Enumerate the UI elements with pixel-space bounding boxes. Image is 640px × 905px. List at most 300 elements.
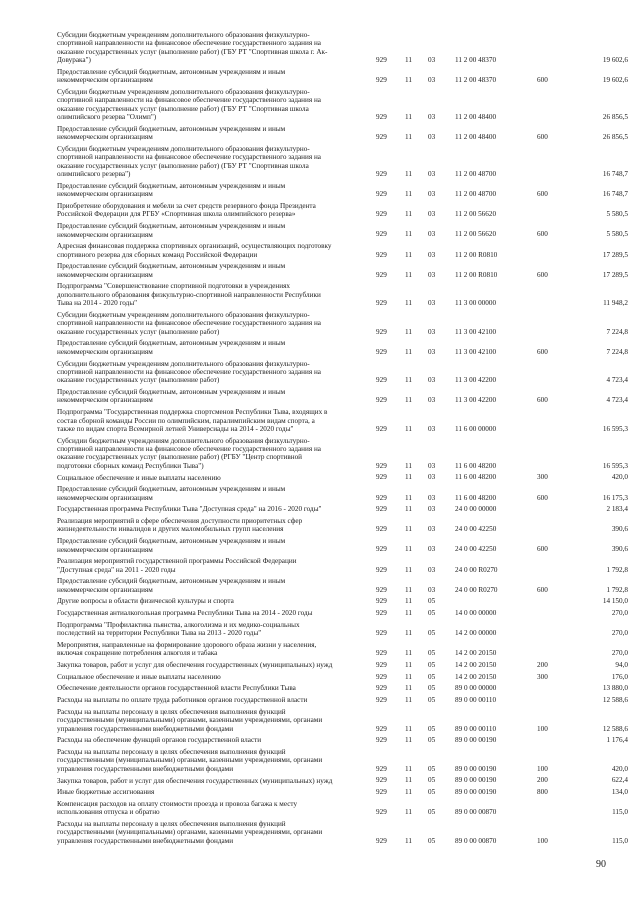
row-description bbox=[57, 88, 355, 122]
cell-csr: 14 2 00 20150 bbox=[455, 672, 497, 681]
description-line: Компенсация расходов на оплату стоимости проезда и провоза багажа к месту bbox=[57, 799, 298, 808]
budget-row bbox=[0, 145, 640, 179]
cell-pr: 03 bbox=[428, 545, 436, 554]
cell-rz: 11 bbox=[405, 696, 412, 705]
cell-sum: 1 792,8 bbox=[606, 585, 628, 594]
cell-ved: 929 bbox=[376, 424, 387, 433]
cell-ved: 929 bbox=[376, 327, 387, 336]
cell-ved: 929 bbox=[376, 376, 387, 385]
description-line: Расходы на выплаты персоналу в целях обеспечения выполнения функций bbox=[57, 707, 286, 716]
cell-rz: 11 bbox=[405, 776, 412, 785]
cell-vr: 600 bbox=[537, 493, 548, 502]
description-line: оказание государственных услуг (выполнение работ) bbox=[57, 327, 220, 336]
description-line: включая сокращение потребления алкоголя и табака bbox=[57, 649, 218, 658]
cell-sum: 26 856,5 bbox=[602, 113, 628, 122]
cell-sum: 270,0 bbox=[611, 609, 628, 618]
description-line: спортивной направленности на финансовое обеспечение государственного задания на bbox=[57, 445, 322, 453]
description-line: спортивной направленности на финансовое обеспечение государственного задания на bbox=[57, 39, 322, 48]
cell-sum: 5 580,5 bbox=[606, 230, 628, 239]
budget-row bbox=[0, 68, 640, 85]
cell-rz: 11 bbox=[405, 597, 412, 606]
cell-sum: 4 723,4 bbox=[606, 396, 628, 405]
cell-pr: 03 bbox=[428, 250, 436, 259]
row-description bbox=[57, 684, 355, 692]
cell-csr: 11 2 00 48400 bbox=[455, 133, 497, 142]
cell-sum: 176,0 bbox=[611, 672, 628, 681]
cell-rz: 11 bbox=[405, 113, 412, 122]
budget-row bbox=[0, 88, 640, 122]
cell-pr: 03 bbox=[428, 76, 436, 85]
cell-csr: 14 2 00 00000 bbox=[455, 629, 497, 638]
description-line: Расходы на выплаты персоналу в целях обеспечения выполнения функций bbox=[57, 820, 286, 828]
cell-pr: 03 bbox=[428, 56, 436, 65]
budget-row bbox=[0, 311, 640, 336]
cell-rz: 11 bbox=[405, 170, 412, 179]
description-line: олимпийского резерва") bbox=[57, 170, 131, 179]
cell-ved: 929 bbox=[376, 585, 387, 594]
row-description bbox=[57, 125, 355, 142]
cell-ved: 929 bbox=[376, 609, 387, 618]
cell-pr: 03 bbox=[428, 376, 436, 385]
cell-vr: 100 bbox=[537, 836, 548, 845]
description-line: управления государственными внебюджетными фондами bbox=[57, 836, 234, 845]
description-line: Предоставление субсидий бюджетным, автономным учреждениям и иным bbox=[57, 388, 286, 396]
description-line: олимпийского резерва "Олимп") bbox=[57, 113, 157, 122]
budget-row bbox=[0, 388, 640, 405]
cell-sum: 1 176,4 bbox=[606, 736, 628, 745]
cell-sum: 7 224,8 bbox=[606, 327, 628, 336]
cell-pr: 05 bbox=[428, 649, 436, 658]
cell-rz: 11 bbox=[405, 250, 412, 259]
cell-ved: 929 bbox=[376, 808, 387, 817]
description-line: Субсидии бюджетным учреждениям дополнительного образования физкультурно- bbox=[57, 31, 310, 39]
budget-row bbox=[0, 577, 640, 594]
description-line: Адресная финансовая поддержка спортивных организаций, осуществляющих подготовку bbox=[57, 242, 332, 251]
budget-row bbox=[0, 708, 640, 733]
cell-pr: 05 bbox=[428, 764, 436, 773]
cell-rz: 11 bbox=[405, 545, 412, 554]
cell-ved: 929 bbox=[376, 776, 387, 785]
cell-csr: 89 0 00 00190 bbox=[455, 736, 497, 745]
description-line: некоммерческим организациям bbox=[57, 133, 153, 142]
description-line: некоммерческим организациям bbox=[57, 230, 153, 239]
cell-sum: 390,6 bbox=[611, 545, 628, 554]
cell-sum: 16 595,3 bbox=[602, 461, 628, 470]
description-line: Социальное обеспечение и иные выплаты населению bbox=[57, 672, 221, 681]
description-line: спортивного резерва для сборных команд Российской Федерации bbox=[57, 250, 258, 259]
cell-sum: 17 289,5 bbox=[602, 270, 628, 279]
cell-rz: 11 bbox=[405, 788, 412, 797]
row-description bbox=[57, 282, 355, 307]
cell-csr: 89 0 00 00190 bbox=[455, 776, 497, 785]
description-line: Государственная программа Республики Тыва "Доступная среда" на 2016 - 2020 годы" bbox=[57, 505, 322, 514]
cell-rz: 11 bbox=[405, 736, 412, 745]
description-line: управления государственными внебюджетными фондами bbox=[57, 764, 234, 773]
row-description bbox=[57, 537, 355, 554]
description-line: оказание государственных услуг (выполнение работ) (ГБУ РТ "Спортивная школа bbox=[57, 161, 309, 170]
cell-rz: 11 bbox=[405, 649, 412, 658]
cell-rz: 11 bbox=[405, 461, 412, 470]
cell-rz: 11 bbox=[405, 565, 412, 574]
description-line: "Доступная среда" на 2011 - 2020 годы bbox=[57, 565, 176, 574]
cell-rz: 11 bbox=[405, 76, 412, 85]
cell-csr: 11 2 00 56620 bbox=[455, 230, 497, 239]
description-line: использования отпуска и обратно bbox=[57, 808, 160, 817]
row-description bbox=[57, 673, 355, 681]
cell-ved: 929 bbox=[376, 525, 387, 534]
cell-csr: 14 2 00 20150 bbox=[455, 660, 497, 669]
cell-sum: 420,0 bbox=[611, 473, 628, 482]
description-line: Реализация мероприятий государственной программы Российской Федерации bbox=[57, 557, 297, 566]
cell-sum: 115,0 bbox=[612, 836, 628, 845]
cell-rz: 11 bbox=[405, 609, 412, 618]
cell-vr: 600 bbox=[537, 396, 548, 405]
cell-vr: 200 bbox=[537, 776, 548, 785]
cell-ved: 929 bbox=[376, 113, 387, 122]
description-line: государственными (муниципальными) органами, казенными учреждениями, органами bbox=[57, 756, 323, 765]
budget-row bbox=[0, 684, 640, 692]
row-description bbox=[57, 408, 355, 433]
description-line: Субсидии бюджетным учреждениям дополнительного образования физкультурно- bbox=[57, 88, 310, 96]
cell-vr: 100 bbox=[537, 764, 548, 773]
cell-csr: 89 0 00 00110 bbox=[455, 724, 497, 733]
description-line: также по видам спорта Всемирной летней Универсиады на 2014 - 2020 годы" bbox=[57, 424, 294, 433]
cell-sum: 16 748,7 bbox=[602, 190, 628, 199]
cell-rz: 11 bbox=[405, 347, 412, 356]
description-line: Субсидии бюджетным учреждениям дополнительного образования физкультурно- bbox=[57, 145, 310, 153]
row-description bbox=[57, 339, 355, 356]
cell-csr: 11 2 00 R0810 bbox=[455, 270, 498, 279]
cell-ved: 929 bbox=[376, 56, 387, 65]
cell-vr: 600 bbox=[537, 133, 548, 142]
row-description bbox=[57, 777, 355, 785]
page-number: 90 bbox=[596, 859, 606, 870]
row-description bbox=[57, 609, 355, 617]
budget-row bbox=[0, 736, 640, 744]
description-line: некоммерческим организациям bbox=[57, 347, 153, 356]
description-line: Подпрограмма "Государственная поддержка спортсменов Республики Тыва, входящих в bbox=[57, 408, 328, 417]
cell-csr: 11 2 00 48370 bbox=[455, 76, 497, 85]
row-description bbox=[57, 597, 355, 605]
description-line: оказание государственных услуг (выполнение работ) (РГБУ "Центр спортивной bbox=[57, 453, 303, 462]
cell-ved: 929 bbox=[376, 270, 387, 279]
description-line: Мероприятия, направленные на формирование здорового образа жизни у населения, bbox=[57, 640, 317, 649]
description-line: состав сборной команды России по олимпийским, паралимпийским видам спорта, а bbox=[57, 416, 315, 425]
cell-ved: 929 bbox=[376, 250, 387, 259]
cell-csr: 89 0 00 00190 bbox=[455, 788, 497, 797]
budget-row bbox=[0, 820, 640, 845]
cell-csr: 11 2 00 48700 bbox=[455, 190, 497, 199]
cell-csr: 11 6 00 48200 bbox=[455, 493, 497, 502]
cell-pr: 05 bbox=[428, 788, 436, 797]
budget-row bbox=[0, 408, 640, 433]
cell-csr: 11 6 00 48200 bbox=[455, 473, 497, 482]
cell-csr: 11 3 00 42200 bbox=[455, 396, 497, 405]
cell-csr: 11 6 00 00000 bbox=[455, 424, 497, 433]
row-description bbox=[57, 474, 355, 482]
cell-sum: 134,0 bbox=[611, 788, 628, 797]
cell-pr: 03 bbox=[428, 270, 436, 279]
cell-rz: 11 bbox=[405, 56, 412, 65]
cell-csr: 24 0 00 R0270 bbox=[455, 585, 498, 594]
cell-pr: 03 bbox=[428, 493, 436, 502]
cell-csr: 11 2 00 48700 bbox=[455, 170, 497, 179]
budget-row bbox=[0, 182, 640, 199]
cell-pr: 05 bbox=[428, 609, 436, 618]
cell-ved: 929 bbox=[376, 170, 387, 179]
cell-vr: 600 bbox=[537, 545, 548, 554]
cell-ved: 929 bbox=[376, 545, 387, 554]
cell-ved: 929 bbox=[376, 230, 387, 239]
cell-sum: 13 880,0 bbox=[602, 684, 628, 693]
cell-csr: 11 2 00 56620 bbox=[455, 210, 497, 219]
row-description bbox=[57, 621, 355, 638]
row-description bbox=[57, 736, 355, 744]
description-line: Субсидии бюджетным учреждениям дополнительного образования физкультурно- bbox=[57, 436, 310, 445]
cell-pr: 03 bbox=[428, 327, 436, 336]
description-line: управления государственными внебюджетными фондами bbox=[57, 724, 234, 733]
cell-ved: 929 bbox=[376, 684, 387, 693]
cell-rz: 11 bbox=[405, 493, 412, 502]
description-line: Расходы на выплаты персоналу в целях обеспечения выполнения функций bbox=[57, 748, 286, 756]
cell-pr: 03 bbox=[428, 133, 436, 142]
cell-ved: 929 bbox=[376, 299, 387, 308]
row-description bbox=[57, 661, 355, 669]
budget-row bbox=[0, 125, 640, 142]
row-description bbox=[57, 360, 355, 385]
row-description bbox=[57, 788, 355, 796]
cell-pr: 03 bbox=[428, 565, 436, 574]
cell-sum: 19 602,6 bbox=[602, 56, 628, 65]
cell-pr: 03 bbox=[428, 585, 436, 594]
cell-csr: 11 3 00 00000 bbox=[455, 299, 497, 308]
description-line: Расходы на выплаты по оплате труда работников органов государственной власти bbox=[57, 696, 308, 705]
budget-row bbox=[0, 537, 640, 554]
budget-row bbox=[0, 777, 640, 785]
cell-pr: 03 bbox=[428, 113, 436, 122]
cell-ved: 929 bbox=[376, 696, 387, 705]
row-description bbox=[57, 577, 355, 594]
cell-csr: 14 0 00 00000 bbox=[455, 609, 497, 618]
cell-sum: 14 150,0 bbox=[602, 597, 628, 606]
description-line: Подпрограмма "Профилактика пьянства, алкоголизма и их медико-социальных bbox=[57, 620, 300, 629]
description-line: оказание государственных услуг (выполнение работ) (ГБУ РТ "Спортивная школа г. Ак- bbox=[57, 47, 328, 56]
cell-ved: 929 bbox=[376, 597, 387, 606]
cell-pr: 05 bbox=[428, 724, 436, 733]
description-line: жизнедеятельности инвалидов и других маломобильных групп населения bbox=[57, 525, 284, 534]
cell-pr: 05 bbox=[428, 836, 436, 845]
cell-csr: 11 2 00 48400 bbox=[455, 113, 497, 122]
cell-sum: 94,0 bbox=[615, 660, 628, 669]
cell-rz: 11 bbox=[405, 505, 412, 514]
budget-row bbox=[0, 673, 640, 681]
row-description bbox=[57, 262, 355, 279]
row-description bbox=[57, 202, 355, 219]
cell-rz: 11 bbox=[405, 376, 412, 385]
cell-csr: 14 2 00 20150 bbox=[455, 649, 497, 658]
cell-sum: 11 948,2 bbox=[603, 299, 628, 308]
cell-sum: 16 748,7 bbox=[602, 170, 628, 179]
cell-rz: 11 bbox=[405, 660, 412, 669]
cell-csr: 89 0 00 00870 bbox=[455, 808, 497, 817]
cell-rz: 11 bbox=[405, 525, 412, 534]
budget-row bbox=[0, 661, 640, 669]
row-description bbox=[57, 800, 355, 817]
cell-sum: 7 224,8 bbox=[606, 347, 628, 356]
budget-row bbox=[0, 485, 640, 502]
cell-rz: 11 bbox=[405, 190, 412, 199]
description-line: Реализация мероприятий в сфере обеспечения доступности приоритетных сфер bbox=[57, 517, 303, 525]
cell-ved: 929 bbox=[376, 649, 387, 658]
cell-pr: 05 bbox=[428, 736, 436, 745]
cell-sum: 12 588,6 bbox=[602, 696, 628, 705]
description-line: Закупка товаров, работ и услуг для обеспечения государственных (муниципальных) нужд bbox=[57, 776, 333, 785]
cell-sum: 16 595,3 bbox=[602, 424, 628, 433]
budget-row bbox=[0, 242, 640, 259]
description-line: Тыва на 2014 - 2020 годы" bbox=[57, 299, 138, 308]
cell-rz: 11 bbox=[405, 585, 412, 594]
cell-rz: 11 bbox=[405, 270, 412, 279]
cell-csr: 89 0 00 00000 bbox=[455, 684, 497, 693]
cell-rz: 11 bbox=[405, 629, 412, 638]
budget-row bbox=[0, 748, 640, 773]
cell-vr: 300 bbox=[537, 672, 548, 681]
description-line: Довурака") bbox=[57, 56, 91, 65]
budget-row bbox=[0, 505, 640, 513]
description-line: спортивной направленности на финансовое обеспечение государственного задания на bbox=[57, 153, 322, 162]
cell-ved: 929 bbox=[376, 736, 387, 745]
cell-csr: 89 0 00 00110 bbox=[455, 696, 497, 705]
cell-csr: 24 0 00 R0270 bbox=[455, 565, 498, 574]
budget-row bbox=[0, 641, 640, 658]
cell-vr: 600 bbox=[537, 76, 548, 85]
budget-row bbox=[0, 557, 640, 574]
row-description bbox=[57, 557, 355, 574]
row-description bbox=[57, 485, 355, 502]
cell-rz: 11 bbox=[405, 396, 412, 405]
cell-csr: 89 0 00 00190 bbox=[455, 764, 497, 773]
description-line: спортивной направленности на финансовое обеспечение государственного задания на bbox=[57, 319, 322, 328]
budget-row bbox=[0, 31, 640, 65]
cell-ved: 929 bbox=[376, 133, 387, 142]
budget-row bbox=[0, 621, 640, 638]
cell-vr: 800 bbox=[537, 788, 548, 797]
cell-pr: 03 bbox=[428, 525, 436, 534]
cell-ved: 929 bbox=[376, 764, 387, 773]
row-description bbox=[57, 437, 355, 471]
cell-csr: 24 0 00 00000 bbox=[455, 505, 497, 514]
cell-sum: 270,0 bbox=[611, 649, 628, 658]
description-line: Предоставление субсидий бюджетным, автономным учреждениям и иным bbox=[57, 67, 286, 76]
description-line: Предоставление субсидий бюджетным, автономным учреждениям и иным bbox=[57, 485, 286, 494]
cell-vr: 600 bbox=[537, 347, 548, 356]
description-line: Субсидии бюджетным учреждениям дополнительного образования физкультурно- bbox=[57, 359, 310, 368]
cell-ved: 929 bbox=[376, 629, 387, 638]
cell-sum: 270,0 bbox=[611, 629, 628, 638]
description-line: Предоставление субсидий бюджетным, автономным учреждениям и иным bbox=[57, 262, 286, 271]
budget-row bbox=[0, 474, 640, 482]
description-line: Предоставление субсидий бюджетным, автономным учреждениям и иным bbox=[57, 537, 286, 546]
cell-vr: 600 bbox=[537, 230, 548, 239]
description-line: Иные бюджетные ассигнования bbox=[57, 788, 155, 797]
cell-ved: 929 bbox=[376, 210, 387, 219]
cell-rz: 11 bbox=[405, 724, 412, 733]
description-line: государственными (муниципальными) органами, казенными учреждениями, органами bbox=[57, 828, 323, 837]
budget-row bbox=[0, 202, 640, 219]
row-description bbox=[57, 311, 355, 336]
budget-row bbox=[0, 437, 640, 471]
cell-vr: 600 bbox=[537, 190, 548, 199]
cell-pr: 05 bbox=[428, 684, 436, 693]
budget-row bbox=[0, 360, 640, 385]
description-line: спортивной направленности на финансовое обеспечение государственного задания на bbox=[57, 367, 322, 376]
row-description bbox=[57, 388, 355, 405]
row-description bbox=[57, 748, 355, 773]
description-line: некоммерческим организациям bbox=[57, 190, 153, 199]
description-line: Предоставление субсидий бюджетным, автономным учреждениям и иным bbox=[57, 124, 286, 133]
cell-vr: 600 bbox=[537, 270, 548, 279]
row-description bbox=[57, 182, 355, 199]
cell-ved: 929 bbox=[376, 190, 387, 199]
cell-pr: 03 bbox=[428, 190, 436, 199]
description-line: Предоставление субсидий бюджетным, автономным учреждениям и иным bbox=[57, 222, 286, 231]
cell-pr: 03 bbox=[428, 170, 436, 179]
cell-ved: 929 bbox=[376, 505, 387, 514]
cell-pr: 05 bbox=[428, 629, 436, 638]
description-line: Государственная антиалкогольная программа Республики Тыва на 2014 - 2020 годы bbox=[57, 609, 313, 618]
cell-csr: 24 0 00 42250 bbox=[455, 545, 497, 554]
cell-sum: 420,0 bbox=[611, 764, 628, 773]
cell-sum: 5 580,5 bbox=[606, 210, 628, 219]
cell-sum: 2 183,4 bbox=[606, 505, 628, 514]
cell-rz: 11 bbox=[405, 230, 412, 239]
cell-rz: 11 bbox=[405, 473, 412, 482]
cell-ved: 929 bbox=[376, 473, 387, 482]
row-description bbox=[57, 145, 355, 179]
budget-row bbox=[0, 339, 640, 356]
description-line: Другие вопросы в области физической культуры и спорта bbox=[57, 597, 234, 606]
description-line: оказание государственных услуг (выполнение работ) bbox=[57, 376, 220, 385]
cell-rz: 11 bbox=[405, 764, 412, 773]
cell-sum: 19 602,6 bbox=[602, 76, 628, 85]
cell-csr: 11 3 00 42100 bbox=[455, 327, 497, 336]
cell-pr: 03 bbox=[428, 347, 436, 356]
row-description bbox=[57, 696, 355, 704]
cell-vr: 300 bbox=[537, 473, 548, 482]
description-line: Предоставление субсидий бюджетным, автономным учреждениям и иным bbox=[57, 577, 286, 586]
description-line: государственными (муниципальными) органами, казенными учреждениями, органами bbox=[57, 716, 323, 725]
description-line: Социальное обеспечение и иные выплаты населению bbox=[57, 473, 221, 482]
cell-vr: 200 bbox=[537, 660, 548, 669]
cell-pr: 03 bbox=[428, 230, 436, 239]
cell-pr: 03 bbox=[428, 473, 436, 482]
cell-rz: 11 bbox=[405, 808, 412, 817]
cell-sum: 115,0 bbox=[612, 808, 628, 817]
cell-pr: 05 bbox=[428, 808, 436, 817]
row-description bbox=[57, 641, 355, 658]
description-line: подготовки сборных команд Республики Тыва") bbox=[57, 461, 204, 470]
budget-row bbox=[0, 262, 640, 279]
cell-ved: 929 bbox=[376, 493, 387, 502]
cell-ved: 929 bbox=[376, 347, 387, 356]
row-description bbox=[57, 242, 355, 259]
description-line: Субсидии бюджетным учреждениям дополнительного образования физкультурно- bbox=[57, 310, 310, 319]
description-line: оказание государственных услуг (выполнение работ) (ГБУ РТ "Спортивная школа bbox=[57, 104, 309, 113]
cell-ved: 929 bbox=[376, 672, 387, 681]
cell-csr: 11 6 00 48200 bbox=[455, 461, 497, 470]
cell-ved: 929 bbox=[376, 724, 387, 733]
cell-pr: 03 bbox=[428, 299, 436, 308]
